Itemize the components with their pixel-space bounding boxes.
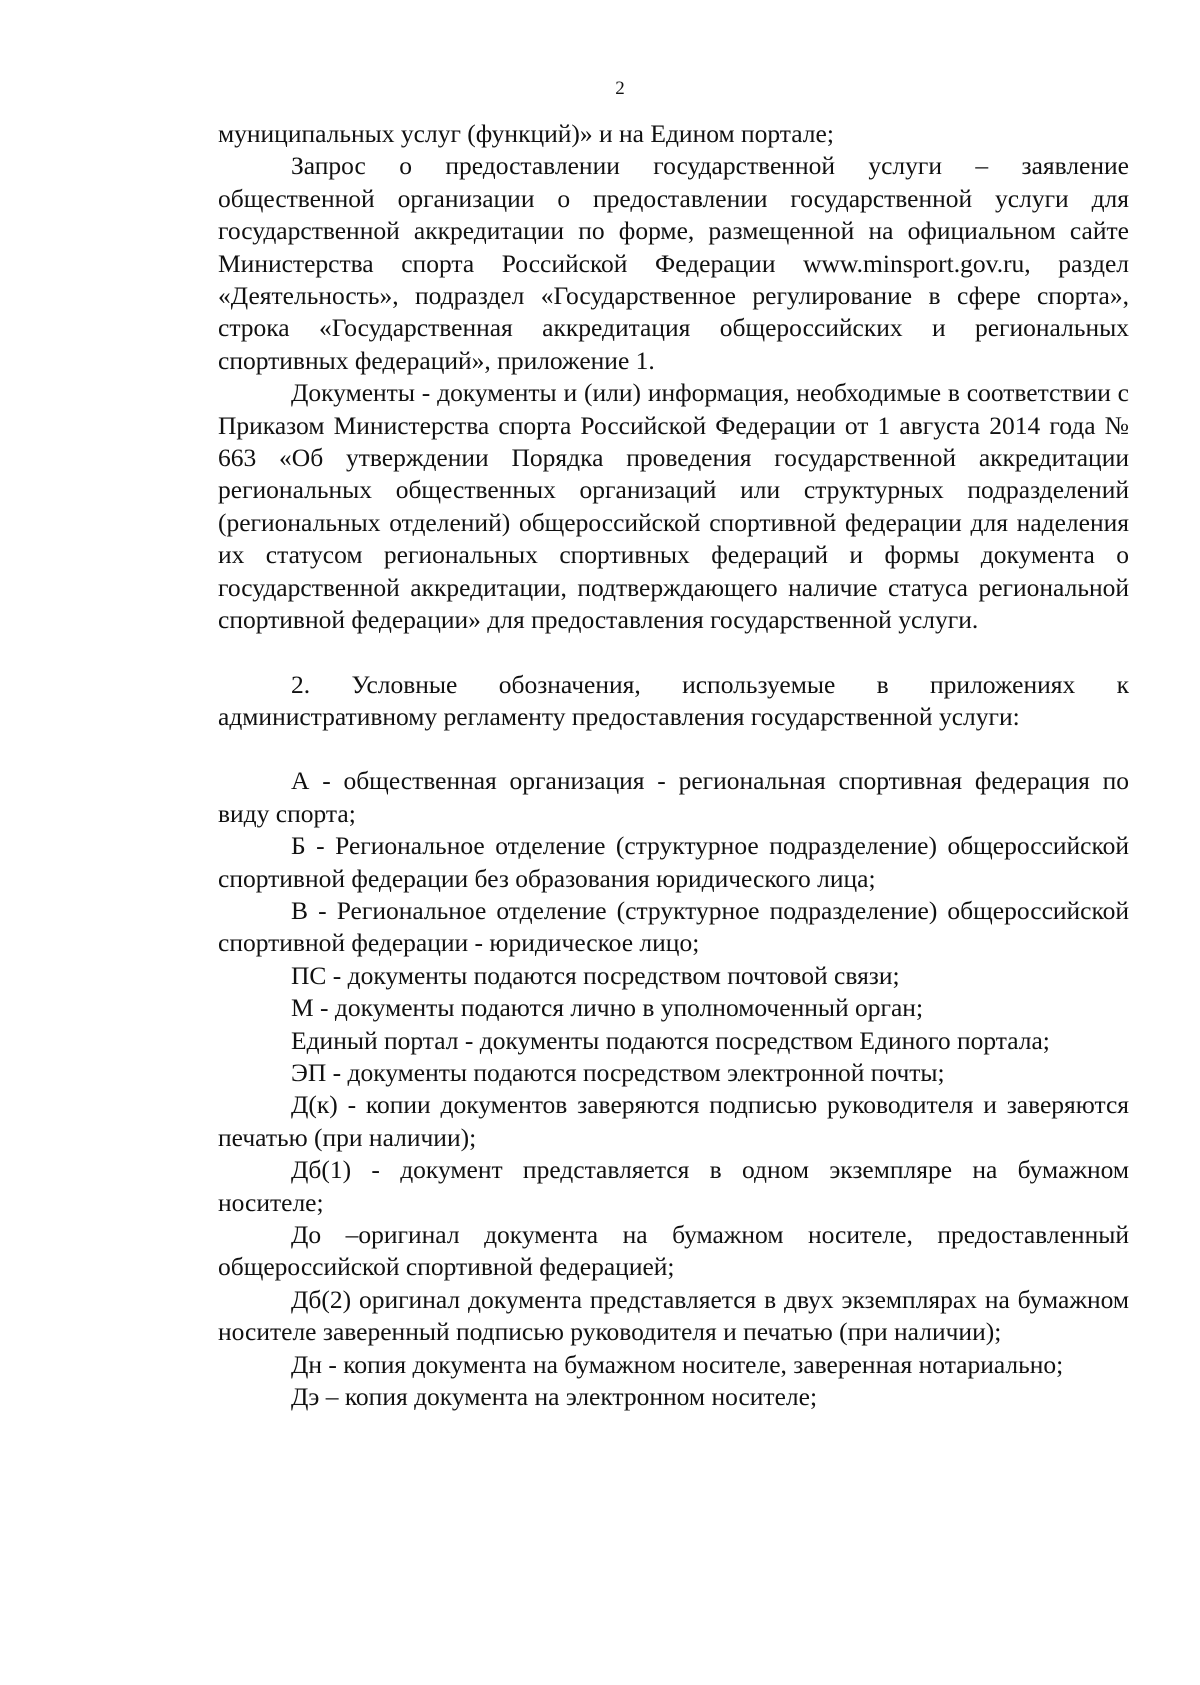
legend-item-b: Б - Региональное отделение (структурное подразделение) общероссийской спортивной федерации без образования юридического лица; bbox=[218, 831, 1129, 893]
legend-item-a: А - общественная организация - региональная спортивная федерация по виду спорта; bbox=[218, 766, 1129, 828]
legend-item-m: М - документы подаются лично в уполномоченный орган; bbox=[291, 993, 924, 1023]
legend-item-ps: ПС - документы подаются посредством почтовой связи; bbox=[291, 960, 900, 990]
legend-item-ep: ЭП - документы подаются посредством электронной почты; bbox=[291, 1057, 945, 1087]
legend-item-v: В - Региональное отделение (структурное подразделение) общероссийской спортивной федерации - юридическое лицо; bbox=[218, 895, 1129, 958]
legend-item-dn: Дн - копия документа на бумажном носителе, заверенная нотариально; bbox=[291, 1349, 1064, 1379]
paragraph-section-2-heading: 2. Условные обозначения, используемые в приложениях к административному регламенту предоставления государственной услуги: bbox=[218, 669, 1129, 731]
legend-item-db1: Дб(1) - документ представляется в одном экземпляре на бумажном носителе; bbox=[218, 1155, 1129, 1217]
legend-item-dk: Д(к) - копии документов заверяются подписью руководителя и заверяются печатью (при наличии); bbox=[218, 1090, 1129, 1152]
paragraph-portal-continuation: муниципальных услуг (функций)» и на Едином портале; bbox=[218, 119, 834, 148]
paragraph-request-definition: Запрос о предоставлении государственной услуги – заявление общественной организации о предоставлении государственной услуги для государственной аккредитации по форме, размещенной на официальном сайте Министерства спорта Российской Федерации www.minsport.gov.ru, раздел «Деятельность», подраздел «Государственное регулирование в сфере спорта», строка «Государственная аккредитация общероссийских и региональных спортивных федераций», приложение 1. bbox=[218, 151, 1129, 375]
legend-item-portal: Единый портал - документы подаются посредством Единого портала; bbox=[291, 1025, 1050, 1055]
paragraph-documents-definition: Документы - документы и (или) информация, необходимые в соответствии с Приказом Министерства спорта Российской Федерации от 1 августа 2014 года № 663 «Об утверждении Порядка проведения государственной аккредитации региональных общественных организаций или структурных подразделений (региональных отделений) общероссийской спортивной федерации для наделения их статусом региональных спортивных федераций и формы документа о государственной аккредитации, подтверждающего наличие статуса региональной спортивной федерации» для предоставления государственной услуги. bbox=[218, 378, 1129, 635]
legend-item-do: До –оригинал документа на бумажном носителе, предоставленный общероссийской спортивной федерацией; bbox=[218, 1220, 1129, 1282]
page-number: 2 bbox=[615, 78, 625, 99]
legend-item-de: Дэ – копия документа на электронном носителе; bbox=[291, 1382, 818, 1412]
legend-item-db2: Дб(2) оригинал документа представляется в двух экземплярах на бумажном носителе заверенный подписью руководителя и печатью (при наличии); bbox=[218, 1284, 1129, 1347]
document-body bbox=[218, 118, 1129, 1413]
